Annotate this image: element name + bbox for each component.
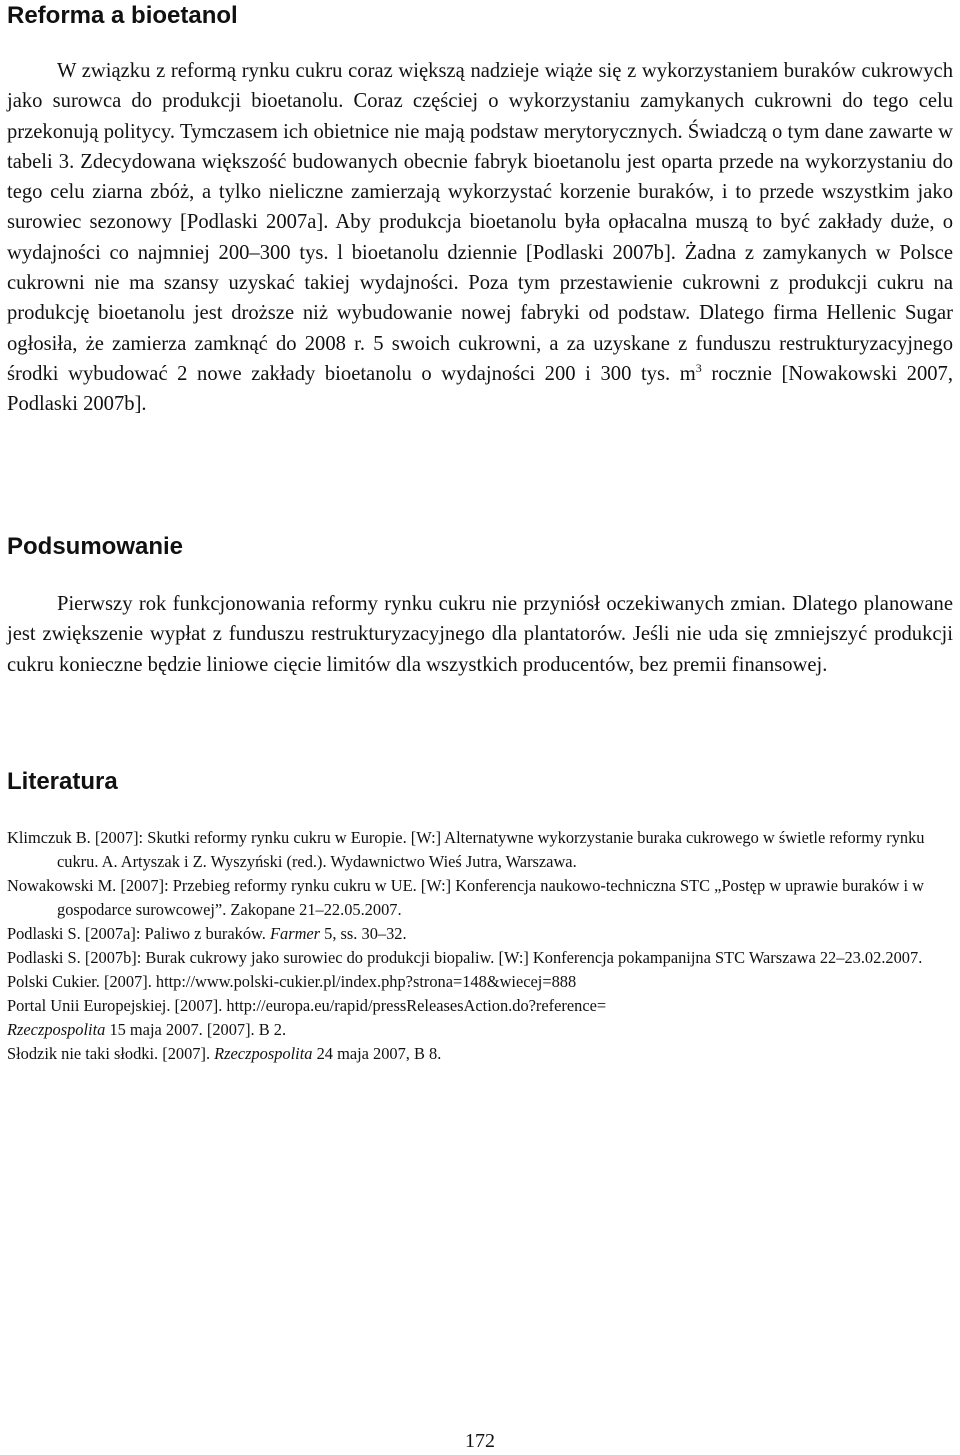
paragraph-podsumowanie bbox=[7, 589, 953, 680]
superscript-3: 3 bbox=[695, 360, 702, 375]
paragraph-reforma-tail: rocznie [Nowakowski 2007, Podlaski 2007b]. bbox=[7, 362, 953, 416]
reference-item: Klimczuk B. [2007]: Skutki reformy rynku cukru w Europie. [W:] Alternatywne wykorzystanie buraka cukrowego w świetle reformy rynku cukru. A. Artyszak i Z. Wyszyński (red.). Wydawnictwo Wieś Jutra, Warszawa. bbox=[7, 828, 925, 871]
reference-item: Podlaski S. [2007b]: Burak cukrowy jako surowiec do produkcji biopaliw. [W:] Konferencja pokampanijna STC Warszawa 22–23.02.2007. bbox=[7, 948, 923, 967]
heading-reforma: Reforma a bioetanol bbox=[7, 2, 238, 29]
heading-literatura: Literatura bbox=[7, 768, 118, 795]
heading-podsumowanie: Podsumowanie bbox=[7, 533, 184, 560]
reference-item: Polski Cukier. [2007]. http://www.polski-cukier.pl/index.php?strona=148&wiecej=888 bbox=[7, 972, 577, 991]
references-list bbox=[7, 826, 953, 1066]
reference-item: Rzeczpospolita 15 maja 2007. [2007]. B 2. bbox=[7, 1020, 287, 1039]
page-number: 172 bbox=[465, 1430, 495, 1452]
reference-item: Podlaski S. [2007a]: Paliwo z buraków. Farmer 5, ss. 30–32. bbox=[7, 924, 407, 943]
paragraph-reforma bbox=[7, 56, 953, 420]
paragraph-podsumowanie-text: Pierwszy rok funkcjonowania reformy rynku cukru nie przyniósł oczekiwanych zmian. Dlatego planowane jest zwiększenie wypłat z funduszu restrukturyzacyjnego dla plantatorów. Jeśli nie uda się zmniejszyć produkcji cukru konieczne będzie liniowe cięcie limitów dla wszystkich producentów, bez premii finansowej. bbox=[7, 593, 953, 676]
reference-item: Słodzik nie taki słodki. [2007]. Rzeczpospolita 24 maja 2007, B 8. bbox=[7, 1044, 442, 1063]
paragraph-reforma-text: W związku z reformą rynku cukru coraz większą nadzieje wiąże się z wykorzystaniem buraków cukrowych jako surowca do produkcji bioetanolu. Coraz częściej o wykorzystaniu zamykanych cukrowni do tego celu przekonują politycy. Tymczasem ich obietnice nie mają podstaw merytorycznych. Świadczą o tym dane zawarte w tabeli 3. Zdecydowana większość budowanych obecnie fabryk bioetanolu jest oparta przede na wykorzystaniu do tego celu ziarna zbóż, a tylko nieliczne zamierzają wykorzystać korzenie buraków, i to przede wszystkim jako surowiec sezonowy [Podlaski 2007a]. Aby produkcja bioetanolu była opłacalna muszą to być zakłady duże, o wydajności co najmniej 200–300 tys. l bioetanolu dziennie [Podlaski 2007b]. Żadna z zamykanych w Polsce cukrowni nie ma szansy uzyskać takiej wydajności. Poza tym przestawienie cukrowni z produkcji cukru na produkcję bioetanolu jest droższe niż wybudowanie nowej fabryki od podstaw. Dlatego firma Hellenic Sugar ogłosiła, że zamierza zamknąć do 2008 r. 5 swoich cukrowni, a za uzyskane z funduszu restrukturyzacyjnego środki wybudować 2 nowe zakłady bioetanolu o wydajności 200 i 300 tys. m bbox=[7, 60, 953, 385]
reference-item: Nowakowski M. [2007]: Przebieg reformy rynku cukru w UE. [W:] Konferencja naukowo-techniczna STC „Postęp w uprawie buraków i w gospodarce surowcowej”. Zakopane 21–22.05.2007. bbox=[7, 876, 925, 919]
reference-item: Portal Unii Europejskiej. [2007]. http://europa.eu/rapid/pressReleasesAction.do?reference= bbox=[7, 996, 607, 1015]
